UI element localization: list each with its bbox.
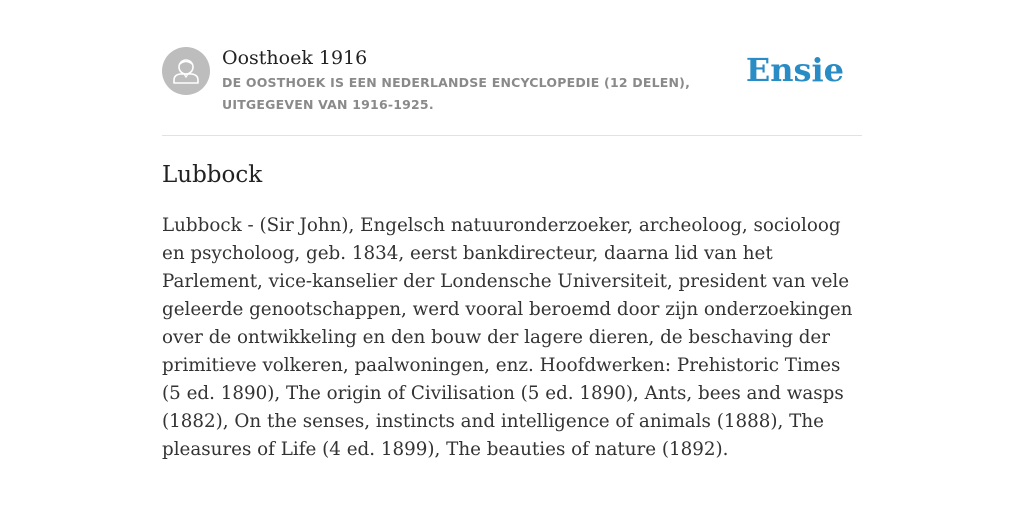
header-divider	[162, 135, 862, 136]
ensie-logo[interactable]: Ensie	[745, 51, 844, 89]
user-icon	[162, 47, 210, 95]
source-header	[162, 46, 862, 136]
source-title[interactable]: Oosthoek 1916	[222, 47, 368, 69]
source-description: DE OOSTHOEK IS EEN NEDERLANDSE ENCYCLOPEDIE (12 DELEN), UITGEGEVEN VAN 1916-1925.	[222, 75, 691, 112]
entry-body: Lubbock - (Sir John), Engelsch natuuronderzoeker, archeoloog, socioloog en psycholoog, geb. 1834, eerst bankdirecteur, daarna lid van het Parlement, vice-kanselier der Londensche Universiteit, president van vele geleerde genootschappen, werd vooral beroemd door zijn onderzoekingen over de ontwikkeling en den bouw der lagere dieren, de beschaving der primitieve volkeren, paalwoningen, enz. Hoofdwerken: Prehistoric Times (5 ed. 1890), The origin of Civilisation (5 ed. 1890), Ants, bees and wasps (1882), On the senses, instincts and intelligence of animals (1888), The pleasures of Life (4 ed. 1899), The beauties of nature (1892).	[162, 215, 853, 460]
entry-title: Lubbock	[162, 162, 263, 188]
source-avatar[interactable]	[162, 47, 210, 95]
